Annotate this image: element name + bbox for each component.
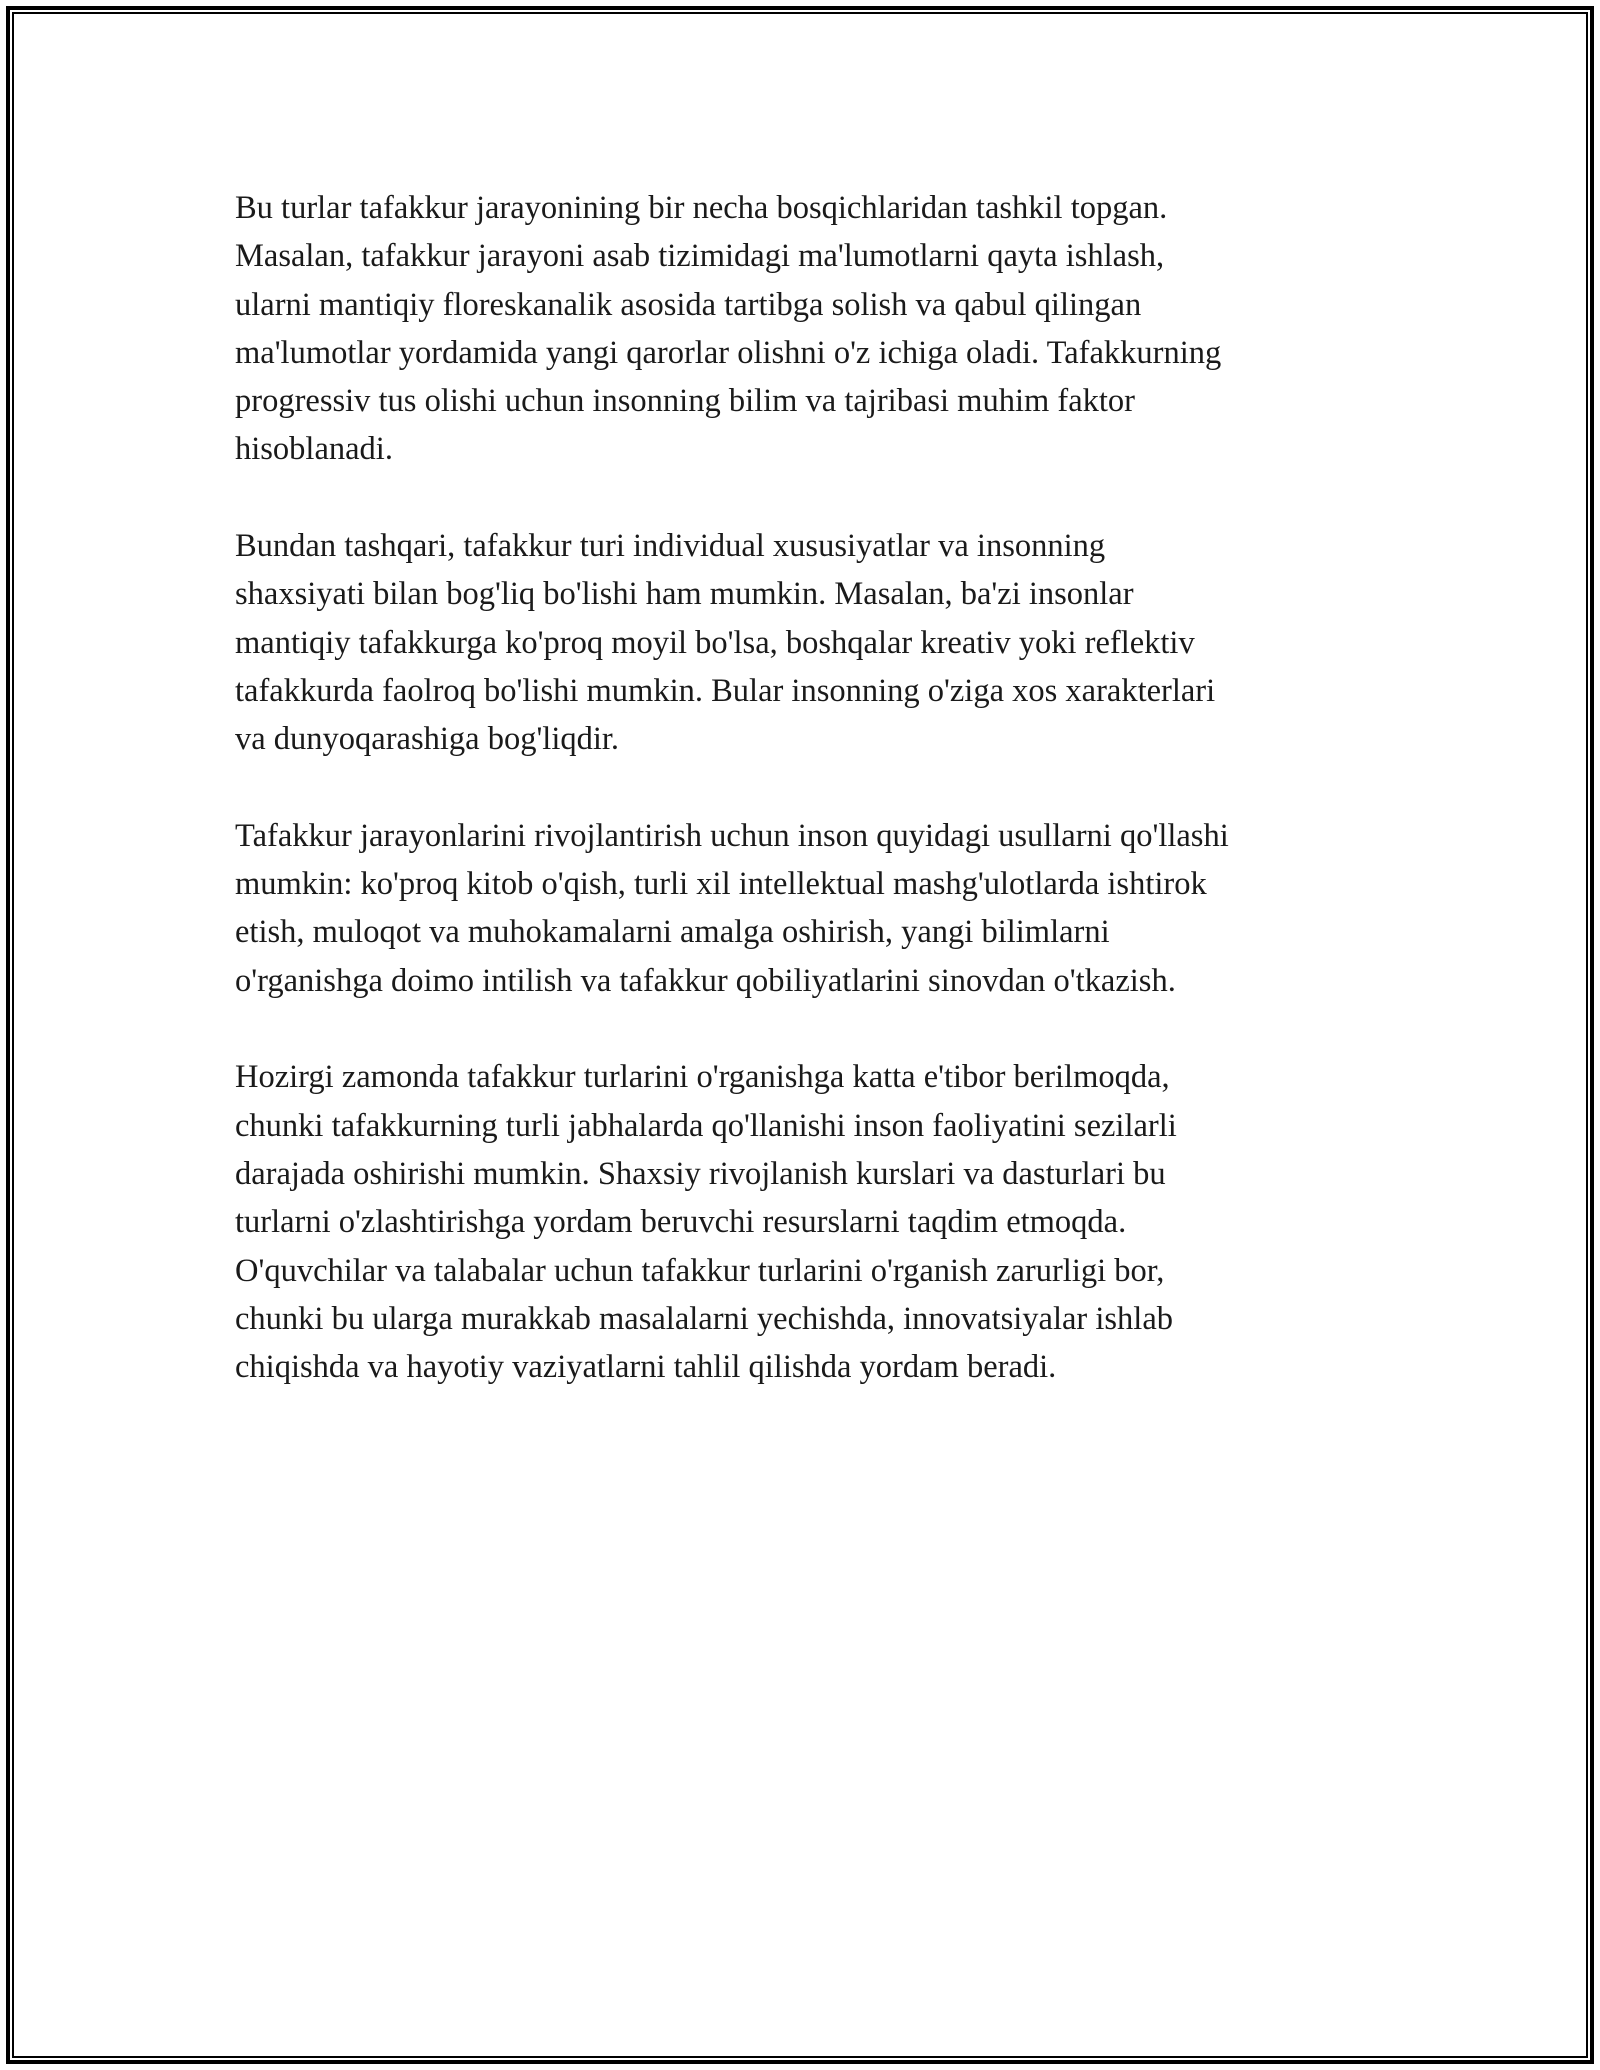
text-line: Hozirgi zamonda tafakkur turlarini o'rganishga katta e'tibor berilmoqda,: [235, 1059, 1170, 1096]
text-line: Masalan, tafakkur jarayoni asab tizimidagi ma'lumotlarni qayta ishlash,: [235, 238, 1165, 275]
text-line: o'rganishga doimo intilish va tafakkur qobiliyatlarini sinovdan o'tkazish.: [235, 962, 1176, 999]
paragraph-4: [235, 1053, 1365, 1391]
text-line: chiqishda va hayotiy vaziyatlarni tahlil qilishda yordam beradi.: [235, 1349, 1057, 1386]
text-line: Tafakkur jarayonlarini rivojlantirish uchun inson quyidagi usullarni qo'llashi: [235, 817, 1229, 854]
text-line: chunki bu ularga murakkab masalalarni yechishda, innovatsiyalar ishlab: [235, 1300, 1174, 1337]
text-line: va dunyoqarashiga bog'liqdir.: [235, 721, 620, 758]
paragraph-1: [235, 184, 1365, 474]
text-line: tafakkurda faolroq bo'lishi mumkin. Bular insonning o'ziga xos xarakterlari: [235, 672, 1216, 709]
text-line: etish, muloqot va muhokamalarni amalga oshirish, yangi bilimlarni: [235, 914, 1110, 951]
text-line: ma'lumotlar yordamida yangi qarorlar olishni o'z ichiga oladi. Tafakkurning: [235, 334, 1222, 371]
paragraph-2: [235, 522, 1365, 763]
text-line: hisoblanadi.: [235, 431, 393, 468]
paragraph-3: [235, 812, 1365, 1005]
document-body: [235, 184, 1365, 1440]
text-line: chunki tafakkurning turli jabhalarda qo'llanishi inson faoliyatini sezilarli: [235, 1107, 1177, 1144]
text-line: turlarni o'zlashtirishga yordam beruvchi resurslarni taqdim etmoqda.: [235, 1204, 1127, 1241]
text-line: O'quvchilar va talabalar uchun tafakkur turlarini o'rganish zarurligi bor,: [235, 1252, 1165, 1289]
text-line: Bu turlar tafakkur jarayonining bir necha bosqichlaridan tashkil topgan.: [235, 190, 1168, 226]
text-line: progressiv tus olishi uchun insonning bilim va tajribasi muhim faktor: [235, 383, 1135, 420]
text-line: ularni mantiqiy floreskanalik asosida tartibga solish va qabul qilingan: [235, 286, 1142, 323]
text-line: mantiqiy tafakkurga ko'proq moyil bo'lsa, boshqalar kreativ yoki reflektiv: [235, 624, 1195, 661]
text-line: shaxsiyati bilan bog'liq bo'lishi ham mumkin. Masalan, ba'zi insonlar: [235, 576, 1134, 613]
text-line: mumkin: ko'proq kitob o'qish, turli xil intellektual mashg'ulotlarda ishtirok: [235, 866, 1207, 903]
text-line: Bundan tashqari, tafakkur turi individual xususiyatlar va insonning: [235, 528, 1106, 565]
text-line: darajada oshirishi mumkin. Shaxsiy rivojlanish kurslari va dasturlari bu: [235, 1155, 1166, 1192]
